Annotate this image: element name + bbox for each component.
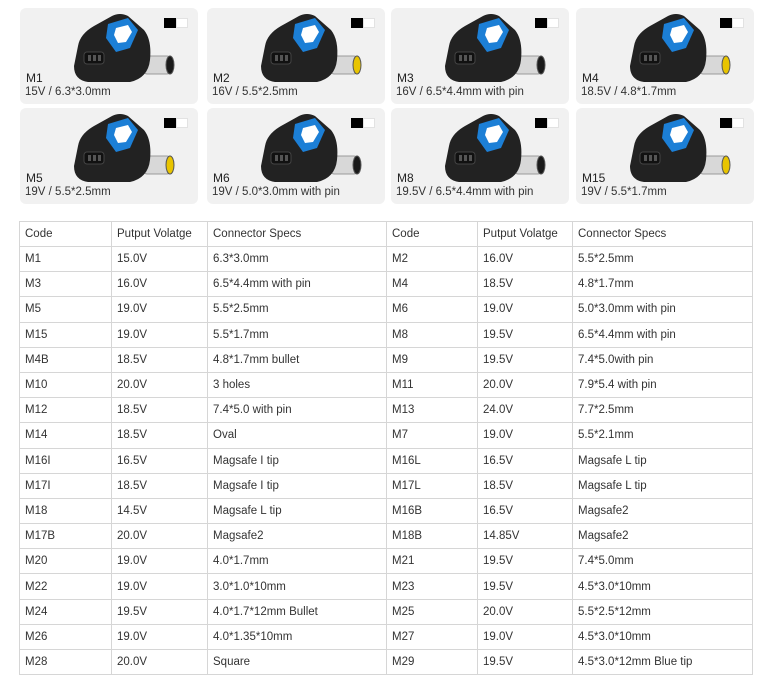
table-row <box>20 448 753 473</box>
cell-specs: 5.5*1.7mm <box>208 322 387 347</box>
cell-code: M16B <box>387 498 478 523</box>
cell-code: M17I <box>20 473 112 498</box>
connector-code: M3 <box>397 71 414 85</box>
cell-voltage: 19.0V <box>112 549 208 574</box>
cell-specs: 4.0*1.7mm <box>208 549 387 574</box>
cell-voltage: 24.0V <box>478 398 573 423</box>
cell-code: M18 <box>20 498 112 523</box>
cell-code: M9 <box>387 347 478 372</box>
cell-specs: Magsafe L tip <box>573 448 753 473</box>
connector-spec-table <box>19 221 753 675</box>
connector-spec: 16V / 6.5*4.4mm with pin <box>396 86 524 98</box>
table-row <box>20 498 753 523</box>
color-swatch <box>535 18 559 28</box>
connector-spec: 19V / 5.5*2.5mm <box>25 186 111 198</box>
color-swatch <box>535 118 559 128</box>
cell-voltage: 18.5V <box>112 473 208 498</box>
connector-plug-icon <box>245 112 365 194</box>
cell-voltage: 16.5V <box>478 498 573 523</box>
cell-code: M16I <box>20 448 112 473</box>
cell-code: M25 <box>387 599 478 624</box>
table-row <box>20 423 753 448</box>
cell-voltage: 16.5V <box>478 448 573 473</box>
cell-code: M1 <box>20 247 112 272</box>
cell-voltage: 19.0V <box>478 423 573 448</box>
connector-card <box>576 108 754 204</box>
cell-code: M5 <box>20 297 112 322</box>
cell-specs: 4.0*1.35*10mm <box>208 624 387 649</box>
cell-voltage: 19.5V <box>478 322 573 347</box>
connector-card <box>391 8 569 104</box>
cell-voltage: 16.0V <box>112 272 208 297</box>
header-voltage-left: Putput Volatge <box>112 222 208 247</box>
table-row <box>20 347 753 372</box>
cell-code: M13 <box>387 398 478 423</box>
cell-specs: Magsafe L tip <box>573 473 753 498</box>
table-row <box>20 574 753 599</box>
cell-specs: Square <box>208 650 387 675</box>
cell-code: M16L <box>387 448 478 473</box>
connector-spec: 15V / 6.3*3.0mm <box>25 86 111 98</box>
table-row <box>20 272 753 297</box>
cell-specs: 5.5*2.5mm <box>573 247 753 272</box>
table-row <box>20 599 753 624</box>
cell-specs: 3 holes <box>208 372 387 397</box>
table-row <box>20 372 753 397</box>
header-specs-right: Connector Specs <box>573 222 753 247</box>
cell-specs: 5.5*2.5mm <box>208 297 387 322</box>
cell-specs: 7.4*5.0with pin <box>573 347 753 372</box>
color-swatch <box>351 118 375 128</box>
cell-voltage: 19.0V <box>112 297 208 322</box>
connector-plug-icon <box>429 112 549 194</box>
header-specs-left: Connector Specs <box>208 222 387 247</box>
connector-card <box>576 8 754 104</box>
cell-specs: Oval <box>208 423 387 448</box>
cell-code: M17B <box>20 524 112 549</box>
header-code-left: Code <box>20 222 112 247</box>
cell-voltage: 18.5V <box>112 347 208 372</box>
cell-code: M7 <box>387 423 478 448</box>
table-row <box>20 473 753 498</box>
cell-specs: 5.5*2.5*12mm <box>573 599 753 624</box>
cell-code: M28 <box>20 650 112 675</box>
cell-voltage: 18.5V <box>478 473 573 498</box>
cell-voltage: 19.0V <box>112 624 208 649</box>
cell-voltage: 15.0V <box>112 247 208 272</box>
cell-voltage: 20.0V <box>112 650 208 675</box>
connector-spec: 19V / 5.0*3.0mm with pin <box>212 186 340 198</box>
cell-specs: Magsafe2 <box>573 498 753 523</box>
cell-voltage: 19.5V <box>478 347 573 372</box>
cell-voltage: 18.5V <box>478 272 573 297</box>
cell-specs: Magsafe L tip <box>208 498 387 523</box>
cell-specs: Magsafe I tip <box>208 473 387 498</box>
cell-code: M3 <box>20 272 112 297</box>
table-row <box>20 549 753 574</box>
cell-specs: 4.5*3.0*10mm <box>573 574 753 599</box>
cell-code: M11 <box>387 372 478 397</box>
connector-plug-icon <box>58 12 178 94</box>
cell-specs: 6.5*4.4mm with pin <box>208 272 387 297</box>
cell-voltage: 19.5V <box>112 599 208 624</box>
connector-code: M1 <box>26 71 43 85</box>
cell-voltage: 14.5V <box>112 498 208 523</box>
cell-code: M27 <box>387 624 478 649</box>
cell-specs: 4.0*1.7*12mm Bullet <box>208 599 387 624</box>
cell-specs: 5.0*3.0mm with pin <box>573 297 753 322</box>
table-row <box>20 524 753 549</box>
cell-voltage: 19.0V <box>478 624 573 649</box>
header-voltage-right: Putput Volatge <box>478 222 573 247</box>
cell-voltage: 19.0V <box>112 322 208 347</box>
cell-specs: 4.8*1.7mm bullet <box>208 347 387 372</box>
color-swatch <box>164 118 188 128</box>
cell-specs: 6.5*4.4mm with pin <box>573 322 753 347</box>
cell-code: M20 <box>20 549 112 574</box>
table-row <box>20 247 753 272</box>
cell-specs: 6.3*3.0mm <box>208 247 387 272</box>
cell-code: M8 <box>387 322 478 347</box>
header-code-right: Code <box>387 222 478 247</box>
connector-card <box>207 108 385 204</box>
connector-spec: 19.5V / 6.5*4.4mm with pin <box>396 186 534 198</box>
connector-plug-icon <box>58 112 178 194</box>
connector-code: M8 <box>397 171 414 185</box>
table-header-row <box>20 222 753 247</box>
connector-code: M6 <box>213 171 230 185</box>
table-row <box>20 624 753 649</box>
cell-specs: 7.4*5.0mm <box>573 549 753 574</box>
connector-spec: 16V / 5.5*2.5mm <box>212 86 298 98</box>
cell-code: M24 <box>20 599 112 624</box>
cell-specs: 3.0*1.0*10mm <box>208 574 387 599</box>
cell-specs: 4.5*3.0*10mm <box>573 624 753 649</box>
cell-code: M23 <box>387 574 478 599</box>
cell-specs: 7.7*2.5mm <box>573 398 753 423</box>
cell-code: M17L <box>387 473 478 498</box>
cell-voltage: 19.5V <box>478 574 573 599</box>
table-row <box>20 398 753 423</box>
connector-code: M2 <box>213 71 230 85</box>
cell-specs: 7.9*5.4 with pin <box>573 372 753 397</box>
cell-voltage: 20.0V <box>478 599 573 624</box>
connector-plug-icon <box>614 112 734 194</box>
cell-specs: Magsafe I tip <box>208 448 387 473</box>
table-row <box>20 297 753 322</box>
cell-voltage: 20.0V <box>112 372 208 397</box>
connector-card <box>391 108 569 204</box>
cell-specs: Magsafe2 <box>573 524 753 549</box>
connector-plug-icon <box>614 12 734 94</box>
connector-card <box>20 8 198 104</box>
cell-code: M26 <box>20 624 112 649</box>
connector-code: M15 <box>582 171 606 185</box>
cell-code: M14 <box>20 423 112 448</box>
connector-card <box>207 8 385 104</box>
cell-code: M15 <box>20 322 112 347</box>
cell-voltage: 18.5V <box>112 423 208 448</box>
cell-specs: 5.5*2.1mm <box>573 423 753 448</box>
cell-code: M12 <box>20 398 112 423</box>
cell-code: M6 <box>387 297 478 322</box>
connector-plug-icon <box>429 12 549 94</box>
cell-voltage: 18.5V <box>112 398 208 423</box>
cell-voltage: 14.85V <box>478 524 573 549</box>
cell-voltage: 16.5V <box>112 448 208 473</box>
table-row <box>20 322 753 347</box>
connector-code: M5 <box>26 171 43 185</box>
cell-voltage: 19.0V <box>478 297 573 322</box>
cell-specs: Magsafe2 <box>208 524 387 549</box>
color-swatch <box>720 118 744 128</box>
cell-specs: 4.8*1.7mm <box>573 272 753 297</box>
connector-spec: 18.5V / 4.8*1.7mm <box>581 86 677 98</box>
cell-voltage: 20.0V <box>112 524 208 549</box>
cell-voltage: 16.0V <box>478 247 573 272</box>
table-row <box>20 650 753 675</box>
cell-voltage: 20.0V <box>478 372 573 397</box>
connector-spec: 19V / 5.5*1.7mm <box>581 186 667 198</box>
cell-specs: 4.5*3.0*12mm Blue tip <box>573 650 753 675</box>
cell-voltage: 19.0V <box>112 574 208 599</box>
cell-code: M2 <box>387 247 478 272</box>
cell-code: M4B <box>20 347 112 372</box>
cell-code: M21 <box>387 549 478 574</box>
cell-code: M10 <box>20 372 112 397</box>
cell-code: M4 <box>387 272 478 297</box>
connector-plug-icon <box>245 12 365 94</box>
cell-code: M18B <box>387 524 478 549</box>
connector-card <box>20 108 198 204</box>
cell-specs: 7.4*5.0 with pin <box>208 398 387 423</box>
cell-code: M22 <box>20 574 112 599</box>
cell-voltage: 19.5V <box>478 650 573 675</box>
cell-voltage: 19.5V <box>478 549 573 574</box>
color-swatch <box>720 18 744 28</box>
cell-code: M29 <box>387 650 478 675</box>
color-swatch <box>351 18 375 28</box>
color-swatch <box>164 18 188 28</box>
connector-code: M4 <box>582 71 599 85</box>
